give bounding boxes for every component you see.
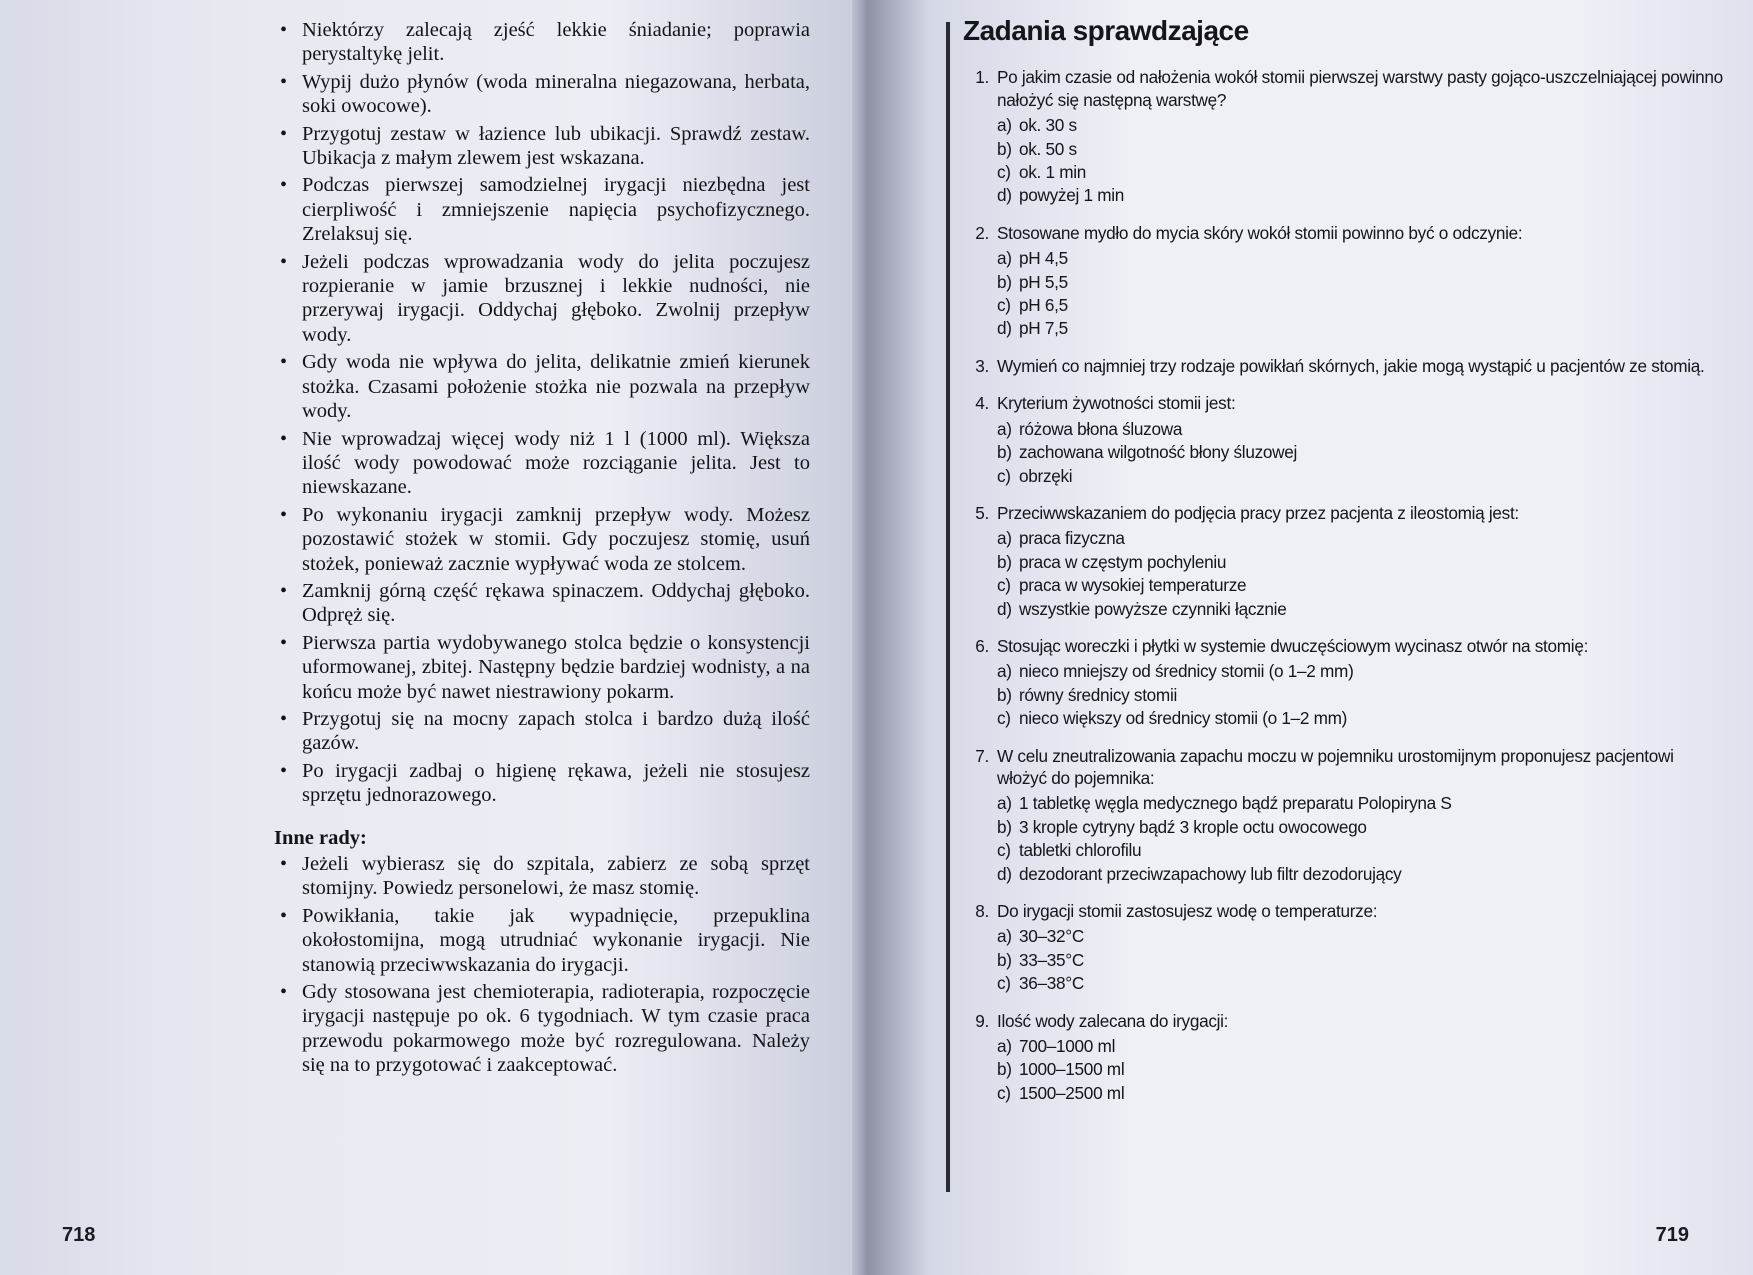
answer-option xyxy=(997,972,1723,994)
option-text: pH 4,5 xyxy=(1019,248,1068,269)
list-item: • Gdy woda nie wpływa do jelita, delikatnie zmień kierunek stożka. Czasami położenie stożka nie pozwala na przepływ wody. xyxy=(270,350,810,423)
question-text: Przeciwwskazaniem do podjęcia pracy przez pacjenta z ileostomią jest: xyxy=(997,502,1519,523)
answer-options xyxy=(997,792,1723,885)
option-letter: a) xyxy=(997,926,1012,947)
list-item: • Jeżeli podczas wprowadzania wody do jelita poczujesz rozpieranie w jamie brzusznej i lekkie nudności, nie przerywaj irygacji. Oddychaj głęboko. Zwolnij przepływ wody. xyxy=(270,250,810,348)
option-letter: b) xyxy=(997,816,1012,837)
question-item xyxy=(963,502,1723,620)
answer-option xyxy=(997,184,1723,206)
answer-options xyxy=(997,247,1723,340)
question-text-row xyxy=(963,635,1723,657)
list-item: • Zamknij górną część rękawa spinaczem. Oddychaj głęboko. Odpręż się. xyxy=(270,579,810,628)
page-number-right: 719 xyxy=(1655,1224,1689,1246)
answer-option xyxy=(997,294,1723,316)
option-text: praca fizyczna xyxy=(1019,528,1125,549)
right-page xyxy=(868,0,1753,1275)
section-title: Zadania sprawdzające xyxy=(963,15,1249,46)
option-letter: a) xyxy=(997,793,1012,814)
question-item xyxy=(963,745,1723,885)
option-text: zachowana wilgotność błony śluzowej xyxy=(1019,442,1298,463)
list-item: • Po wykonaniu irygacji zamknij przepływ wody. Możesz pozostawić stożek w stomii. Gdy poczujesz stomię, usuń stożek, ponieważ zacznie wypływać woda ze stolcem. xyxy=(270,503,810,576)
answer-option xyxy=(997,161,1723,183)
question-text-row xyxy=(963,1010,1723,1032)
option-text: praca w wysokiej temperaturze xyxy=(1019,575,1247,596)
answer-option xyxy=(997,271,1723,293)
list-item: • Gdy stosowana jest chemioterapia, radioterapia, rozpoczęcie irygacji następuje po ok. 6 tygodniach. W tym czasie praca przewodu pokarmowego może być rozregulowana. Należy się na to przygotować i zaakceptować. xyxy=(270,980,810,1078)
question-text-row xyxy=(963,502,1723,524)
option-letter: c) xyxy=(997,465,1011,486)
question-text-row xyxy=(963,355,1723,377)
other-advice-list xyxy=(270,852,810,1078)
option-text: 30–32°C xyxy=(1019,926,1084,947)
answer-options xyxy=(997,660,1723,729)
option-text: wszystkie powyższe czynniki łącznie xyxy=(1019,598,1287,619)
list-item: • Wypij dużo płynów (woda mineralna niegazowana, herbata, soki owocowe). xyxy=(270,70,810,119)
list-item: • Powikłania, takie jak wypadnięcie, przepuklina okołostomijna, mogą utrudniać wykonanie irygacji. Nie stanowią przeciwwskazania do irygacji. xyxy=(270,904,810,977)
answer-option xyxy=(997,660,1723,682)
question-item xyxy=(963,222,1723,340)
answer-options xyxy=(997,527,1723,620)
answer-options xyxy=(997,1035,1723,1104)
answer-option xyxy=(997,863,1723,885)
question-text-row xyxy=(963,66,1723,111)
option-text: 1000–1500 ml xyxy=(1019,1059,1125,1080)
answer-option xyxy=(997,839,1723,861)
option-letter: a) xyxy=(997,418,1012,439)
option-letter: d) xyxy=(997,863,1012,884)
question-number: 7. xyxy=(975,745,989,766)
question-text: W celu zneutralizowania zapachu moczu w pojemniku urostomijnym proponujesz pacjentowi włożyć do pojemnika: xyxy=(997,745,1674,788)
answer-options xyxy=(997,418,1723,487)
option-text: równy średnicy stomii xyxy=(1019,684,1177,705)
answer-option xyxy=(997,441,1723,463)
option-letter: a) xyxy=(997,248,1012,269)
answer-options xyxy=(997,925,1723,994)
answer-option xyxy=(997,574,1723,596)
option-letter: c) xyxy=(997,295,1011,316)
list-item: • Jeżeli wybierasz się do szpitala, zabierz ze sobą sprzęt stomijny. Powiedz personelowi, że masz stomię. xyxy=(270,852,810,901)
list-item: • Po irygacji zadbaj o higienę rękawa, jeżeli nie stosujesz sprzętu jednorazowego. xyxy=(270,759,810,808)
question-text: Wymień co najmniej trzy rodzaje powikłań skórnych, jakie mogą wystąpić u pacjentów ze stomią. xyxy=(997,355,1705,376)
option-letter: a) xyxy=(997,661,1012,682)
option-text: pH 5,5 xyxy=(1019,271,1068,292)
answer-option xyxy=(997,925,1723,947)
right-page-content xyxy=(963,15,1723,1119)
answer-option xyxy=(997,684,1723,706)
option-letter: c) xyxy=(997,575,1011,596)
question-text-row xyxy=(963,745,1723,790)
option-letter: c) xyxy=(997,708,1011,729)
option-letter: a) xyxy=(997,115,1012,136)
option-text: 3 krople cytryny bądź 3 krople octu owocowego xyxy=(1019,816,1367,837)
question-text: Stosując woreczki i płytki w systemie dwuczęściowym wycinasz otwór na stomię: xyxy=(997,635,1589,656)
option-text: różowa błona śluzowa xyxy=(1019,418,1183,439)
answer-option xyxy=(997,527,1723,549)
option-text: ok. 1 min xyxy=(1019,162,1087,183)
option-text: nieco mniejszy od średnicy stomii (o 1–2 mm) xyxy=(1019,661,1354,682)
option-letter: b) xyxy=(997,442,1012,463)
page-number-left: 718 xyxy=(62,1224,96,1246)
option-letter: c) xyxy=(997,1082,1011,1103)
answer-option xyxy=(997,598,1723,620)
question-number: 2. xyxy=(975,222,989,243)
answer-option xyxy=(997,247,1723,269)
option-text: 36–38°C xyxy=(1019,973,1084,994)
question-item xyxy=(963,635,1723,730)
option-letter: b) xyxy=(997,949,1012,970)
option-letter: b) xyxy=(997,551,1012,572)
option-letter: b) xyxy=(997,1059,1012,1080)
list-item: • Pierwsza partia wydobywanego stolca będzie o konsystencji uformowanej, zbitej. Następny będzie bardziej wodnisty, a na końcu może być nawet niestrawiony pokarm. xyxy=(270,631,810,704)
question-list xyxy=(963,66,1723,1104)
question-item xyxy=(963,355,1723,377)
option-text: ok. 50 s xyxy=(1019,138,1077,159)
answer-option xyxy=(997,138,1723,160)
answer-option xyxy=(997,1035,1723,1057)
option-letter: b) xyxy=(997,684,1012,705)
option-text: pH 7,5 xyxy=(1019,318,1068,339)
question-number: 1. xyxy=(975,67,989,88)
list-item: • Przygotuj się na mocny zapach stolca i bardzo dużą ilość gazów. xyxy=(270,707,810,756)
option-text: pH 6,5 xyxy=(1019,295,1068,316)
answer-option xyxy=(997,816,1723,838)
option-text: tabletki chlorofilu xyxy=(1019,840,1142,861)
question-item xyxy=(963,66,1723,206)
question-item xyxy=(963,900,1723,995)
answer-option xyxy=(997,418,1723,440)
answer-option xyxy=(997,1058,1723,1080)
answer-option xyxy=(997,949,1723,971)
question-number: 5. xyxy=(975,502,989,523)
option-letter: c) xyxy=(997,973,1011,994)
question-text: Kryterium żywotności stomii jest: xyxy=(997,393,1236,414)
question-text: Po jakim czasie od nałożenia wokół stomii pierwszej warstwy pasty gojąco-uszczelniającej powinno nałożyć się następną warstwę? xyxy=(997,67,1723,110)
advice-list xyxy=(270,18,810,808)
option-text: nieco większy od średnicy stomii (o 1–2 mm) xyxy=(1019,708,1348,729)
question-number: 9. xyxy=(975,1010,989,1031)
option-letter: b) xyxy=(997,271,1012,292)
question-text-row xyxy=(963,900,1723,922)
question-text-row xyxy=(963,222,1723,244)
option-text: powyżej 1 min xyxy=(1019,185,1124,206)
answer-options xyxy=(997,114,1723,207)
option-text: 1 tabletkę węgla medycznego bądź preparatu Polopiryna S xyxy=(1019,793,1452,814)
list-item: • Niektórzy zalecają zjeść lekkie śniadanie; poprawia perystaltykę jelit. xyxy=(270,18,810,67)
left-page-content xyxy=(270,18,810,1081)
answer-option xyxy=(997,707,1723,729)
option-text: 700–1000 ml xyxy=(1019,1036,1116,1057)
question-item xyxy=(963,392,1723,487)
answer-option xyxy=(997,465,1723,487)
question-number: 3. xyxy=(975,355,989,376)
option-text: obrzęki xyxy=(1019,465,1073,486)
question-item xyxy=(963,1010,1723,1105)
option-text: 33–35°C xyxy=(1019,949,1084,970)
list-item: • Nie wprowadzaj więcej wody niż 1 l (1000 ml). Większa ilość wody powodować może rozciąganie jelita. Jest to niewskazane. xyxy=(270,427,810,500)
list-item: • Przygotuj zestaw w łazience lub ubikacji. Sprawdź zestaw. Ubikacja z małym zlewem jest wskazana. xyxy=(270,122,810,171)
question-number: 6. xyxy=(975,635,989,656)
option-letter: d) xyxy=(997,318,1012,339)
option-text: dezodorant przeciwzapachowy lub filtr dezodorujący xyxy=(1019,863,1402,884)
answer-option xyxy=(997,551,1723,573)
answer-option xyxy=(997,792,1723,814)
question-text-row xyxy=(963,392,1723,414)
answer-option xyxy=(997,114,1723,136)
option-letter: a) xyxy=(997,1036,1012,1057)
question-text: Stosowane mydło do mycia skóry wokół stomii powinno być o odczynie: xyxy=(997,222,1523,243)
question-text: Ilość wody zalecana do irygacji: xyxy=(997,1010,1229,1031)
question-number: 4. xyxy=(975,393,989,414)
option-letter: a) xyxy=(997,528,1012,549)
option-letter: d) xyxy=(997,185,1012,206)
option-letter: c) xyxy=(997,162,1011,183)
option-letter: c) xyxy=(997,840,1011,861)
option-letter: d) xyxy=(997,598,1012,619)
section-margin-bar xyxy=(946,22,950,1192)
other-advice-heading: Inne rady: xyxy=(274,826,367,849)
question-number: 8. xyxy=(975,901,989,921)
list-item: • Podczas pierwszej samodzielnej irygacji niezbędna jest cierpliwość i zmniejszenie napięcia psychofizycznego. Zrelaksuj się. xyxy=(270,173,810,246)
answer-option xyxy=(997,1082,1723,1104)
left-page xyxy=(0,0,868,1275)
option-letter: b) xyxy=(997,138,1012,159)
option-text: ok. 30 s xyxy=(1019,115,1077,136)
option-text: 1500–2500 ml xyxy=(1019,1082,1125,1103)
question-text: Do irygacji stomii zastosujesz wodę o temperaturze: xyxy=(997,901,1378,921)
answer-option xyxy=(997,317,1723,339)
option-text: praca w częstym pochyleniu xyxy=(1019,551,1227,572)
